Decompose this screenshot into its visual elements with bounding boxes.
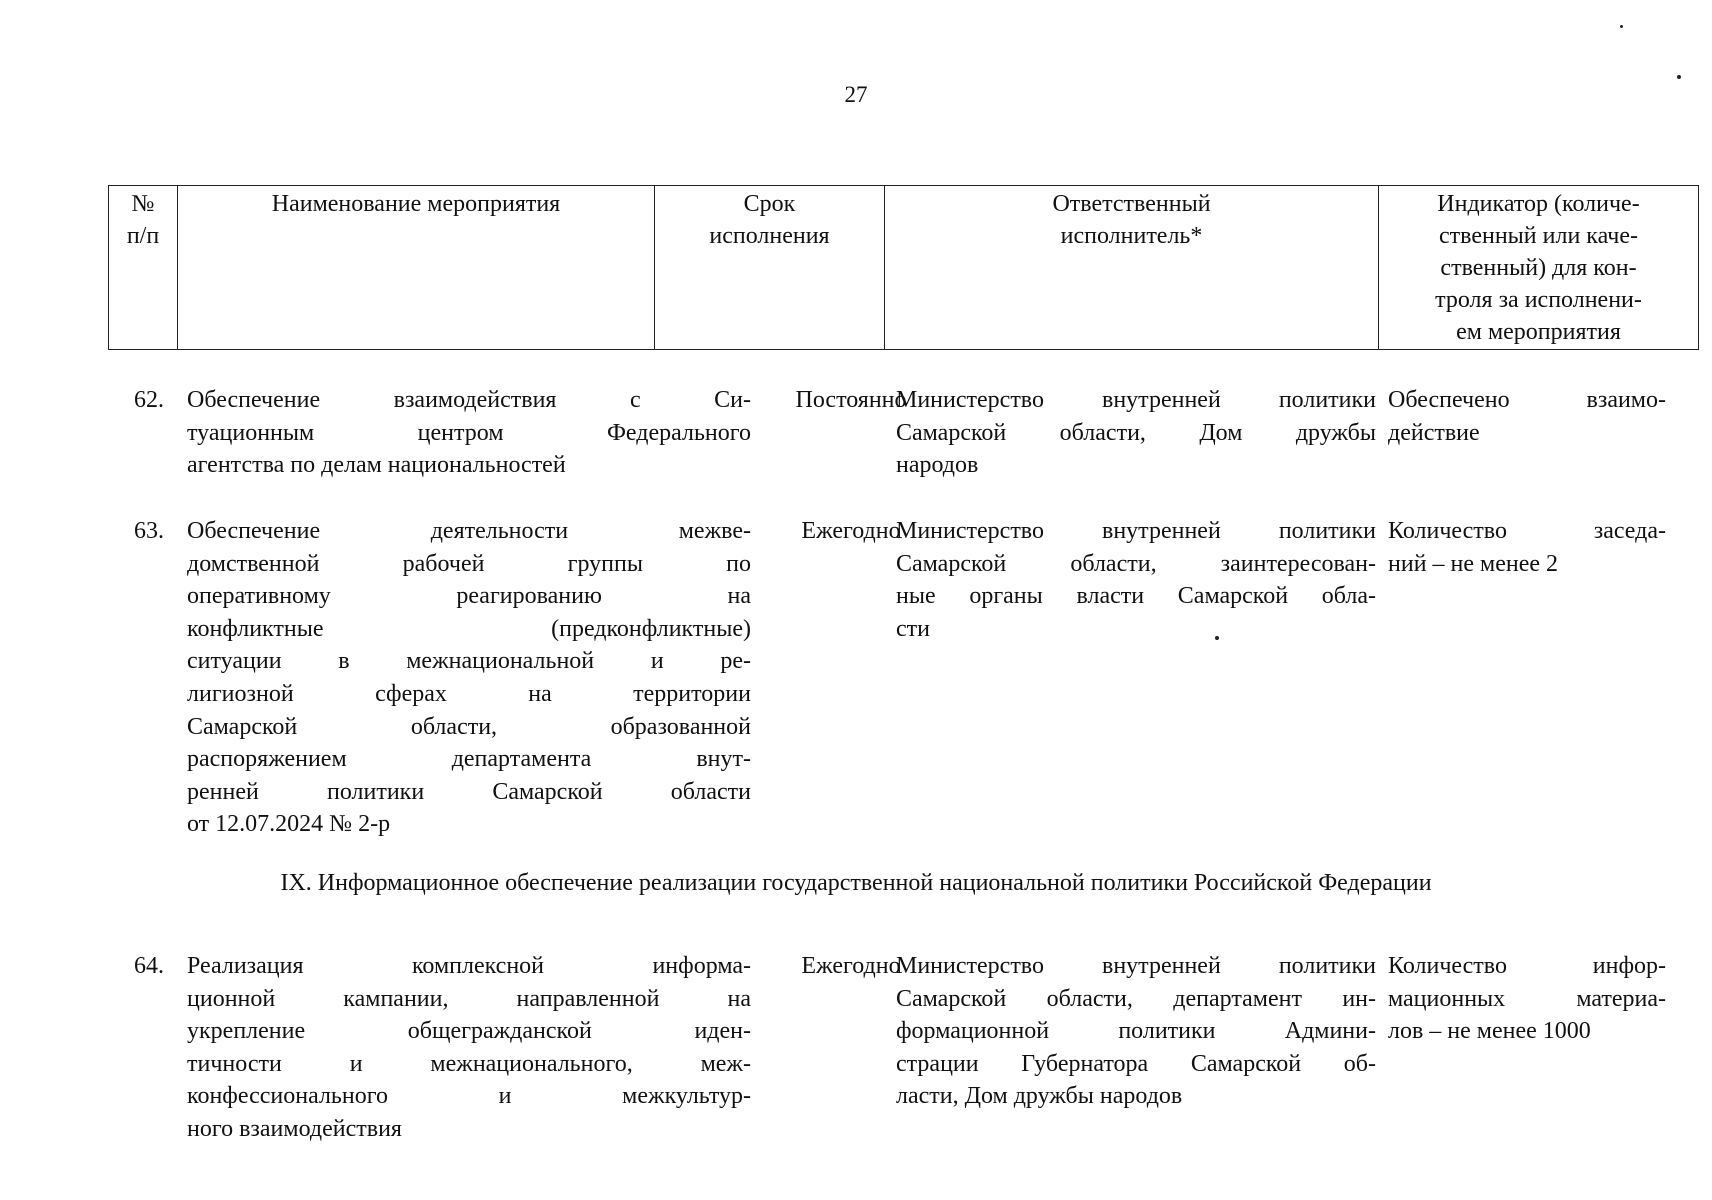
responsible-executor <box>896 515 1376 645</box>
activity-line: оперативному реагированию на <box>187 583 751 610</box>
activity-line: конфликтные (предконфликтные) <box>187 615 751 642</box>
responsible-line: формационной политики Админи- <box>896 1018 1376 1045</box>
activity-line: конфессионального и межкультур- <box>187 1083 751 1110</box>
activity-name <box>187 950 751 1146</box>
activity-line: ного взаимодействия <box>187 1115 402 1142</box>
header-name-line: Наименование мероприятия <box>271 191 561 217</box>
indicator <box>1388 384 1666 449</box>
responsible-line: Самарской области, заинтересован- <box>896 550 1376 577</box>
responsible-line: сти <box>896 615 930 642</box>
indicator-line: Количество заседа- <box>1388 518 1666 544</box>
table-header <box>108 185 1699 350</box>
activity-line: Самарской области, образованной <box>187 713 751 740</box>
activity-name <box>187 384 751 482</box>
activity-line: ционной кампании, направленной на <box>187 985 751 1012</box>
header-indicator-line: ственный) для кон- <box>1440 255 1637 281</box>
header-indicator-line: троля за исполнени- <box>1435 287 1642 313</box>
header-name-cell <box>178 186 655 350</box>
responsible-executor <box>896 384 1376 482</box>
responsible-line: Самарской области, департамент ин- <box>896 985 1376 1012</box>
activity-line: ренней политики Самарской области <box>187 778 751 805</box>
indicator-line: ний – не менее 2 <box>1388 550 1559 577</box>
responsible-line: Министерство внутренней политики <box>896 953 1376 979</box>
row-number: 62. <box>134 387 164 413</box>
activity-line: агентства по делам национальностей <box>187 452 566 479</box>
header-number-line: п/п <box>126 223 160 249</box>
responsible-line: ласти, Дом дружбы народов <box>896 1083 1183 1110</box>
header-responsible-line: исполнитель* <box>1060 223 1203 249</box>
indicator-line: Количество инфор- <box>1388 953 1666 979</box>
responsible-executor <box>896 950 1376 1113</box>
indicator-line: Обеспечено взаимо- <box>1388 387 1666 413</box>
header-responsible-line: Ответственный <box>1052 191 1211 217</box>
deadline: Ежегодно <box>801 518 901 544</box>
activity-line: Обеспечение взаимодействия с Си- <box>187 387 751 413</box>
responsible-line: Министерство внутренней политики <box>896 387 1376 413</box>
responsible-line: Самарской области, Дом дружбы <box>896 419 1376 446</box>
section-title: IX. Информационное обеспечение реализации государственной национальной политики Российской Федерации <box>280 870 1432 896</box>
activity-line: укрепление общегражданской иден- <box>187 1018 751 1045</box>
activity-name <box>187 515 751 841</box>
scan-speck <box>1620 25 1623 28</box>
header-indicator-line: Индикатор (количе- <box>1437 191 1640 217</box>
page-number: 27 <box>844 82 868 107</box>
header-indicator-cell <box>1379 186 1699 350</box>
header-indicator-line: ем мероприятия <box>1456 319 1621 345</box>
deadline: Постоянно <box>795 387 907 413</box>
activity-line: тичности и межнационального, меж- <box>187 1050 751 1077</box>
responsible-line: ные органы власти Самарской обла- <box>896 583 1376 610</box>
activity-line: Реализация комплексной информа- <box>187 953 751 979</box>
responsible-line: Министерство внутренней политики <box>896 518 1376 544</box>
indicator <box>1388 950 1666 1048</box>
indicator <box>1388 515 1666 580</box>
indicator-line: действие <box>1388 419 1480 446</box>
responsible-line: страции Губернатора Самарской об- <box>896 1050 1376 1077</box>
activity-line: распоряжением департамента внут- <box>187 746 751 773</box>
activity-line: домственной рабочей группы по <box>187 550 751 577</box>
indicator-line: лов – не менее 1000 <box>1388 1018 1591 1045</box>
activity-line: лигиозной сферах на территории <box>187 680 751 707</box>
scan-speck <box>1677 75 1681 79</box>
activity-line: ситуации в межнациональной и ре- <box>187 648 751 675</box>
header-term-cell <box>655 186 885 350</box>
deadline: Ежегодно <box>801 953 901 979</box>
indicator-line: мационных материа- <box>1388 985 1666 1012</box>
header-term-line: исполнения <box>709 223 830 249</box>
activity-line: от 12.07.2024 № 2-р <box>187 811 391 838</box>
row-number: 63. <box>134 518 164 544</box>
scan-speck <box>1215 636 1219 640</box>
header-number-cell <box>109 186 178 350</box>
header-indicator-line: ственный или каче- <box>1438 223 1638 249</box>
activity-line: Обеспечение деятельности межве- <box>187 518 751 544</box>
responsible-line: народов <box>896 452 979 479</box>
header-responsible-cell <box>885 186 1379 350</box>
header-number-line: № <box>131 191 155 217</box>
header-term-line: Срок <box>743 191 796 217</box>
row-number: 64. <box>134 953 164 979</box>
activity-line: туационным центром Федерального <box>187 419 751 446</box>
